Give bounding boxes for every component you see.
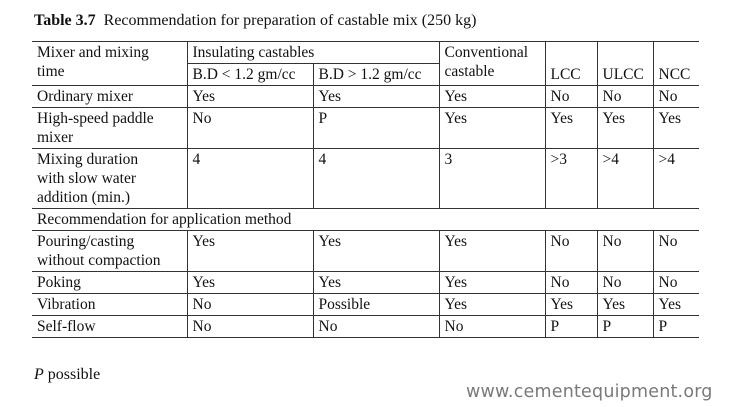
table-row (32, 316, 699, 338)
table-cell: No (653, 272, 699, 294)
table-cell: No (653, 86, 699, 108)
table-cell: Yes (439, 294, 545, 316)
table-cell: Yes (439, 231, 545, 272)
table-cell: No (545, 272, 597, 294)
table-row (32, 231, 699, 272)
header-ulcc: ULCC (597, 42, 653, 86)
table-cell: P (653, 316, 699, 338)
header-mixer-time: Mixer and mixing time (32, 42, 187, 86)
table-cell: No (545, 231, 597, 272)
watermark: www.cementequipment.org (466, 382, 713, 402)
row-label: Pouring/casting without compaction (32, 231, 187, 272)
footnote-symbol: P (34, 366, 44, 383)
table-cell: Yes (187, 231, 313, 272)
table-cell: Yes (313, 272, 439, 294)
table-number: Table 3.7 (34, 12, 96, 29)
header-bd-low: B.D < 1.2 gm/cc (187, 64, 313, 86)
castable-mix-table (32, 41, 699, 338)
row-label: Ordinary mixer (32, 86, 187, 108)
table-cell: Yes (597, 108, 653, 149)
table-cell: No (187, 108, 313, 149)
table-cell: 4 (313, 149, 439, 209)
row-label: Poking (32, 272, 187, 294)
table-cell: Yes (653, 294, 699, 316)
table-cell: Possible (313, 294, 439, 316)
footnote-text: possible (43, 366, 101, 383)
table-cell: >4 (653, 149, 699, 209)
section-row (32, 209, 699, 231)
table-cell: No (653, 231, 699, 272)
section-label: Recommendation for application method (32, 209, 699, 231)
header-bd-high: B.D > 1.2 gm/cc (313, 64, 439, 86)
row-label: High-speed paddle mixer (32, 108, 187, 149)
row-label: Mixing duration with slow water addition (min.) (32, 149, 187, 209)
table-cell: Yes (545, 294, 597, 316)
table-cell: Yes (653, 108, 699, 149)
table-cell: 3 (439, 149, 545, 209)
header-ncc: NCC (653, 42, 699, 86)
table-row (32, 86, 699, 108)
table-footnote (34, 366, 100, 384)
table-cell: P (313, 108, 439, 149)
row-label: Self-flow (32, 316, 187, 338)
table-cell: Yes (439, 86, 545, 108)
table-cell: Yes (597, 294, 653, 316)
table-cell: Yes (187, 272, 313, 294)
table-cell: P (597, 316, 653, 338)
table-cell: Yes (439, 108, 545, 149)
table-cell: No (187, 316, 313, 338)
table-row (32, 108, 699, 149)
header-row-1 (32, 42, 699, 64)
header-lcc: LCC (545, 42, 597, 86)
table-cell: No (313, 316, 439, 338)
table-row (32, 294, 699, 316)
table-cell: >4 (597, 149, 653, 209)
header-insulating-castables: Insulating castables (187, 42, 439, 64)
table-caption (34, 12, 476, 30)
table-cell: No (545, 86, 597, 108)
header-conventional-castable: Conventional castable (439, 42, 545, 86)
table-cell: P (545, 316, 597, 338)
table-cell: No (597, 86, 653, 108)
table-cell: >3 (545, 149, 597, 209)
table-cell: No (597, 231, 653, 272)
table-cell: Yes (545, 108, 597, 149)
table-cell: Yes (187, 86, 313, 108)
table-row (32, 149, 699, 209)
table-cell: 4 (187, 149, 313, 209)
table-cell: Yes (313, 231, 439, 272)
table-cell: No (439, 316, 545, 338)
table-cell: No (597, 272, 653, 294)
table-cell: Yes (313, 86, 439, 108)
row-label: Vibration (32, 294, 187, 316)
table-title: Recommendation for preparation of castable mix (250 kg) (103, 12, 477, 29)
table-cell: Yes (439, 272, 545, 294)
table-row (32, 272, 699, 294)
table-cell: No (187, 294, 313, 316)
